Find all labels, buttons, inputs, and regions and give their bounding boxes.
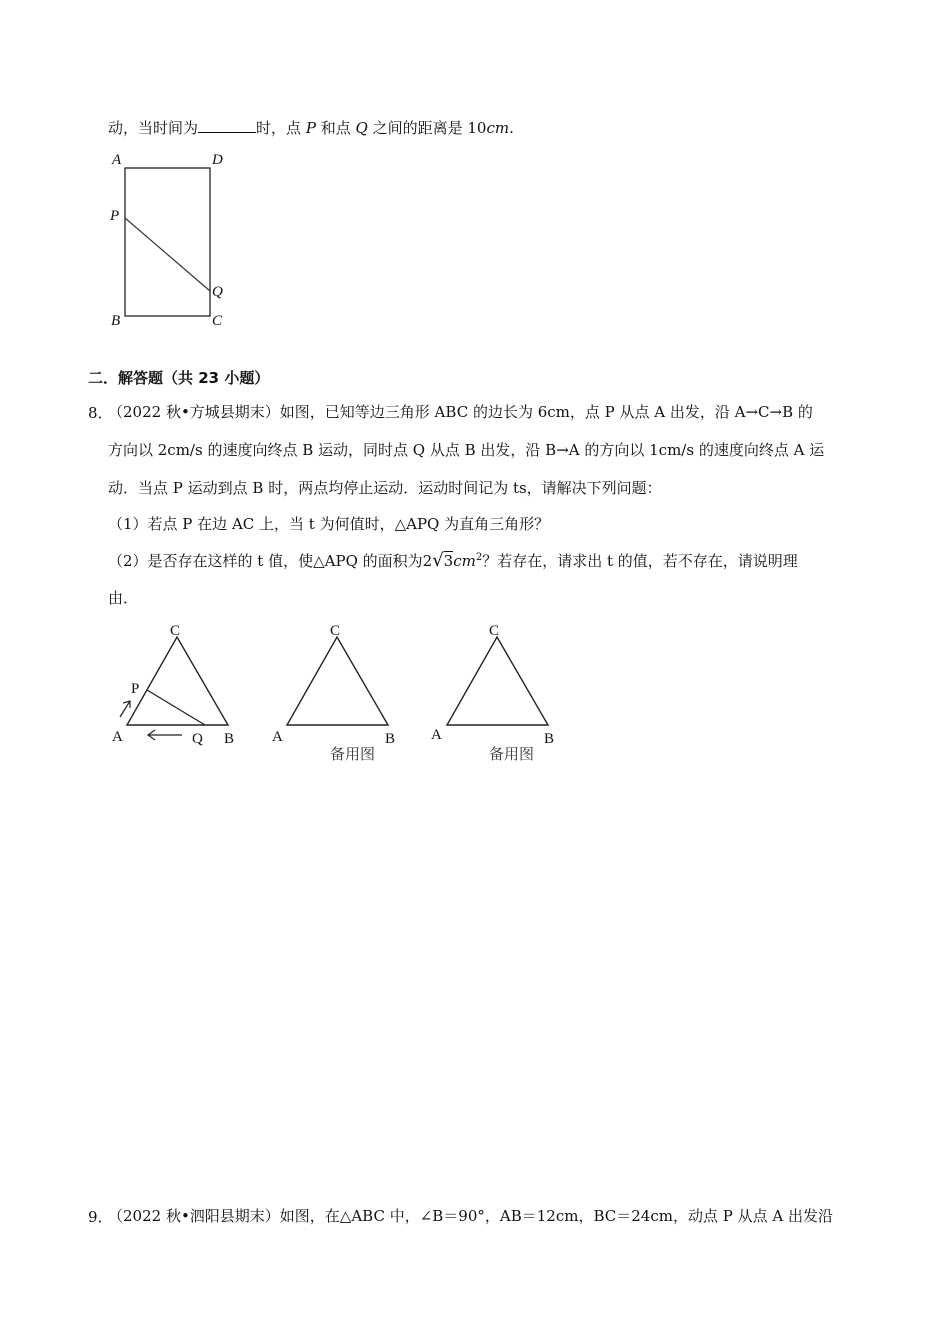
radical-sign: √ xyxy=(432,550,444,571)
label-b-3: B xyxy=(544,731,555,747)
arrow-p-direction xyxy=(120,701,130,717)
area-unit: cm xyxy=(453,552,476,570)
label-p-1: P xyxy=(131,681,140,697)
q9-line-1: （2022 秋•泗阳县期末）如图，在△ABC 中，∠B＝90°，AB＝12cm，BC＝24cm，动点 P 从点 A 出发沿 xyxy=(108,1207,833,1225)
label-a: A xyxy=(112,152,122,168)
q8-line-2: 方向以 2cm/s 的速度向终点 B 运动，同时点 Q 从点 B 出发，沿 B→A 的方向以 1cm/s 的速度向终点 A 运 xyxy=(108,441,825,459)
segment-pq-tri xyxy=(147,690,205,725)
prev-point-p: P xyxy=(305,119,316,137)
answer-blank xyxy=(198,118,256,133)
label-d: D xyxy=(212,152,223,168)
triangle-figure-spare-2 xyxy=(431,623,554,763)
prev-question-line xyxy=(108,118,514,138)
prev-text-a: 动，当时间为 xyxy=(108,119,199,137)
triangle-figure-main xyxy=(112,623,234,747)
radicand: 3 xyxy=(443,552,454,570)
q8-subquestion-2 xyxy=(108,548,798,571)
label-a-3: A xyxy=(431,727,442,743)
label-b: B xyxy=(111,313,121,329)
area-coefficient: 2 xyxy=(422,552,433,570)
label-p: P xyxy=(110,208,120,224)
label-q: Q xyxy=(212,284,223,300)
label-b-2: B xyxy=(385,731,396,747)
triangle-abc-3 xyxy=(447,637,548,725)
rectangle-abcd xyxy=(125,168,210,316)
prev-text-c: 之间的距离是 10 xyxy=(372,119,487,137)
segment-pq xyxy=(125,218,210,291)
label-q-1: Q xyxy=(192,731,203,747)
spare-figure-caption-1: 备用图 xyxy=(330,745,376,763)
q8-s2-text-a: （2）是否存在这样的 t 值，使△APQ 的面积为 xyxy=(108,552,423,570)
q8-line-1: （2022 秋•方城县期末）如图，已知等边三角形 ABC 的边长为 6cm，点 P 从点 A 出发，沿 A→C→B 的 xyxy=(108,403,813,421)
q8-subquestion-2-end: 由． xyxy=(108,589,139,607)
label-c-2: C xyxy=(330,623,341,639)
question-number-8: 8． xyxy=(88,404,113,422)
question-number-9: 9． xyxy=(88,1208,113,1226)
q8-subquestion-1: （1）若点 P 在边 AC 上，当 t 为何值时，△APQ 为直角三角形？ xyxy=(108,515,550,533)
label-c: C xyxy=(212,313,223,329)
prev-end: . xyxy=(509,119,514,137)
label-b-1: B xyxy=(224,731,235,747)
label-c-3: C xyxy=(489,623,500,639)
rectangle-figure xyxy=(100,148,240,333)
spare-figure-caption-2: 备用图 xyxy=(489,745,535,763)
label-a-1: A xyxy=(112,729,123,745)
q8-s2-text-b: ？若存在，请求出 t 的值，若不存在，请说明理 xyxy=(482,552,798,570)
prev-text-b: 时，点 xyxy=(256,119,302,137)
triangle-abc-1 xyxy=(127,637,228,725)
prev-text-he: 和点 xyxy=(320,119,351,137)
area-expression xyxy=(423,552,483,570)
section-heading: 二．解答题（共 23 小题） xyxy=(88,369,270,387)
label-a-2: A xyxy=(272,729,283,745)
label-c-1: C xyxy=(170,623,181,639)
area-exponent: 2 xyxy=(475,552,483,563)
prev-unit: cm xyxy=(486,119,510,137)
triangle-abc-2 xyxy=(287,637,388,725)
prev-point-q: Q xyxy=(355,119,368,137)
triangle-figures xyxy=(100,615,580,775)
q8-line-3: 动．当点 P 运动到点 B 时，两点均停止运动．运动时间记为 ts，请解决下列问题： xyxy=(108,479,662,497)
triangle-figure-spare-1 xyxy=(272,623,395,763)
